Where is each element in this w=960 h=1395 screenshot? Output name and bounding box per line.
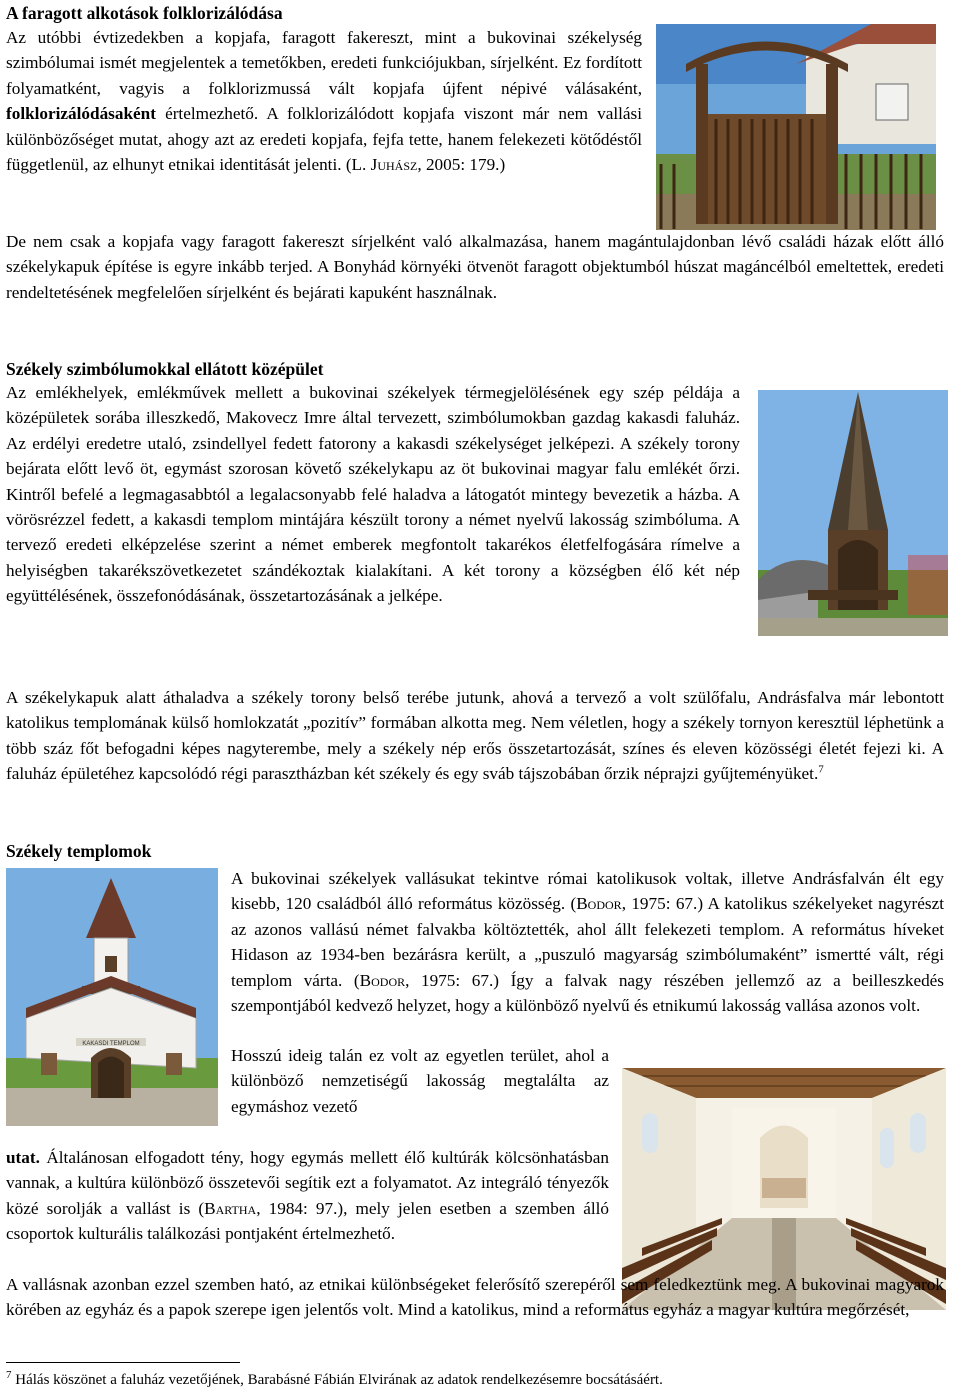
church-sign-text: KAKASDI TEMPLOM: [82, 1041, 140, 1047]
footnote-separator: [6, 1362, 240, 1363]
text-run: De nem csak a kopjafa vagy faragott fakereszt sírjelként való alkalmazása, hanem magántulajdonban lévő családi házak előtt álló székelykapuk építése is egyre inkább terjed. A Bonyhád környéki ötvenöt faragott objektumból húszat magáncélból emeltettek, eredeti rendeltetésének megfelelően sírjelként és bejárati kapuként használnak.: [6, 232, 944, 302]
text-run: Az utóbbi évtizedekben a kopjafa, faragott fakereszt, mint a bukovinai székelység szimbólumai ismét megjelentek a temetőkben, eredeti funkciójukban, sírjelként. Ez fordított folyamatként, vagyis a folklorizmussá vált kopjafa újfent népivé válásaként,: [6, 28, 642, 98]
paragraph: [6, 380, 740, 609]
author-name: Bartha: [204, 1198, 257, 1218]
text-run: A vallásnak azonban ezzel szemben ható, az etnikai különbségeket felerősítő szerepéről sem feledkeztünk meg. A bukovinai magyarok körében az egyház és a papok szerepe igen jelentős volt. Mind a katolikus, mind a református egyház a magyar kultúra megőrzését,: [6, 1275, 944, 1320]
text-run: , 1975: 67.) A katolikus székelyeket nagyrészt az azonos vallású német falvakba költöztették, ahol állt felekezeti templom. A református híveket Hidason az 1934-ben bezárásra került, a „puszuló magyarság szimbólumaként” ismertté vált, régi templom várta. (: [231, 894, 944, 990]
text-run: Az emlékhelyek, emlékművek mellett a bukovinai székelyek térmegjelölésének egy szép példája a középületek sorába illeszkedő, Makovecz Imre által tervezett, szimbólumokban gazdag kakasdi faluház. Az erdélyi eredetre utaló, zsindellyel fedett fatorony a kakasdi székelységet jelképezi. A székely torony bejárata előtt levő öt, egymást szorosan követő székelykapu az öt bukovinai magyar falu emlékét őrzi. Kintről befelé a legmagasabbtól a legalacsonyabb felé haladva a látogatót mintegy bevezetik a házba. A vörösrézzel fedett, a kakasdi templom mintájára készült torony a német nyelvű lakosság szimbóluma. A tervező eredeti elképzelése szerint a német emberek megfontolt takarékos életfelfogására rímelve a helyiségben takarékszövetkezetet szándékoztak kialakítani. A két torony a községben élő két nép együttélésének, összefonódásának, összetartozásának a jelképe.: [6, 383, 740, 606]
footnote-reference[interactable]: 7: [818, 763, 824, 776]
text-run-bold: utat.: [6, 1148, 40, 1167]
footnote-number: 7: [6, 1369, 12, 1381]
text-run: A székelykapuk alatt áthaladva a székely torony belső terébe jutunk, ahová a tervező a volt szülőfalu, Andrásfalva már lebontott katolikus templomának külső homlokzatát „pozitív” formában alkotta meg. Nem véletlen, hogy a székely tornyon keresztül léphetünk a több száz főt befogadni képes nagyterembe, mely a székely nép erős összetartozását, színes és eleven közösségi életét fejezi ki. A faluház épületéhez kapcsolódó régi parasztházban két székely és egy sváb tájszobában őrzik néprajzi gyűjteményüket.: [6, 688, 944, 784]
paragraph: [6, 25, 642, 177]
text-run: , 2005: 179.): [417, 155, 506, 175]
text-run: Hosszú ideig talán ez volt az egyetlen terület, ahol a különböző nemzetiségű lakosság megtalálta az egymáshoz vezető: [231, 1046, 609, 1116]
author-name: Juhász: [370, 155, 418, 175]
text-run: Általánosan elfogadott tény, hogy egymás mellett élő kultúrák kölcsönhatásban vannak, a kultúra különböző összetevői segítik ezt a folyamatot. Az integráló tényezők közé sorolják a vallást is (: [6, 1148, 609, 1218]
section-title: Székely szimbólumokkal ellátott középület: [6, 359, 324, 379]
section-title: A faragott alkotások folklorizálódása: [6, 3, 283, 23]
section-title: Székely templomok: [6, 841, 152, 861]
text-run-bold: folklorizálódásaként: [6, 104, 156, 124]
text-run: , 1975: 67.) Így a falvak nagy részében jellemző az a beilleszkedés szempontjából kedvező helyzet, hogy a különböző nyelvű és etnikumú lakosság vallása azonos volt.: [231, 970, 944, 1016]
author-name: Bodor: [359, 970, 406, 990]
paragraph: [231, 866, 944, 1018]
photo-church-exterior: [6, 868, 218, 1126]
author-name: Bodor: [576, 894, 622, 914]
paragraph: [6, 685, 944, 787]
paragraph: [6, 1272, 944, 1323]
text-run: A bukovinai székelyek vallásukat tekintve római katolikusok voltak, illetve Andrásfalván élt egy kisebb, 120 családból álló református közösség. (: [231, 869, 944, 914]
text-run: , 1984: 97.), mely jelen esetben a szemben álló csoportok kulturális találkozási pontjaként értelmezhető.: [6, 1198, 609, 1244]
footnote-text: Hálás köszönet a faluház vezetőjének, Barabásné Fábián Elvirának az adatok rendelkezésemre bocsátásáért.: [11, 1372, 663, 1388]
photo-carved-gate: [656, 24, 936, 230]
paragraph: [6, 229, 944, 305]
text-run: értelmezhető. A folklorizálódott kopjafa viszont már nem vallási különbözőséget mutat, ahogy azt az eredeti kopjafa, fejfa tette, hanem felekezeti kötődéstől függetlenül, az elhunyt etnikai identitását jelenti. (L.: [6, 104, 642, 175]
paragraph: [6, 1145, 609, 1247]
photo-village-house-towers: [758, 390, 948, 636]
paragraph: [231, 1043, 609, 1119]
footnote: [6, 1370, 663, 1390]
